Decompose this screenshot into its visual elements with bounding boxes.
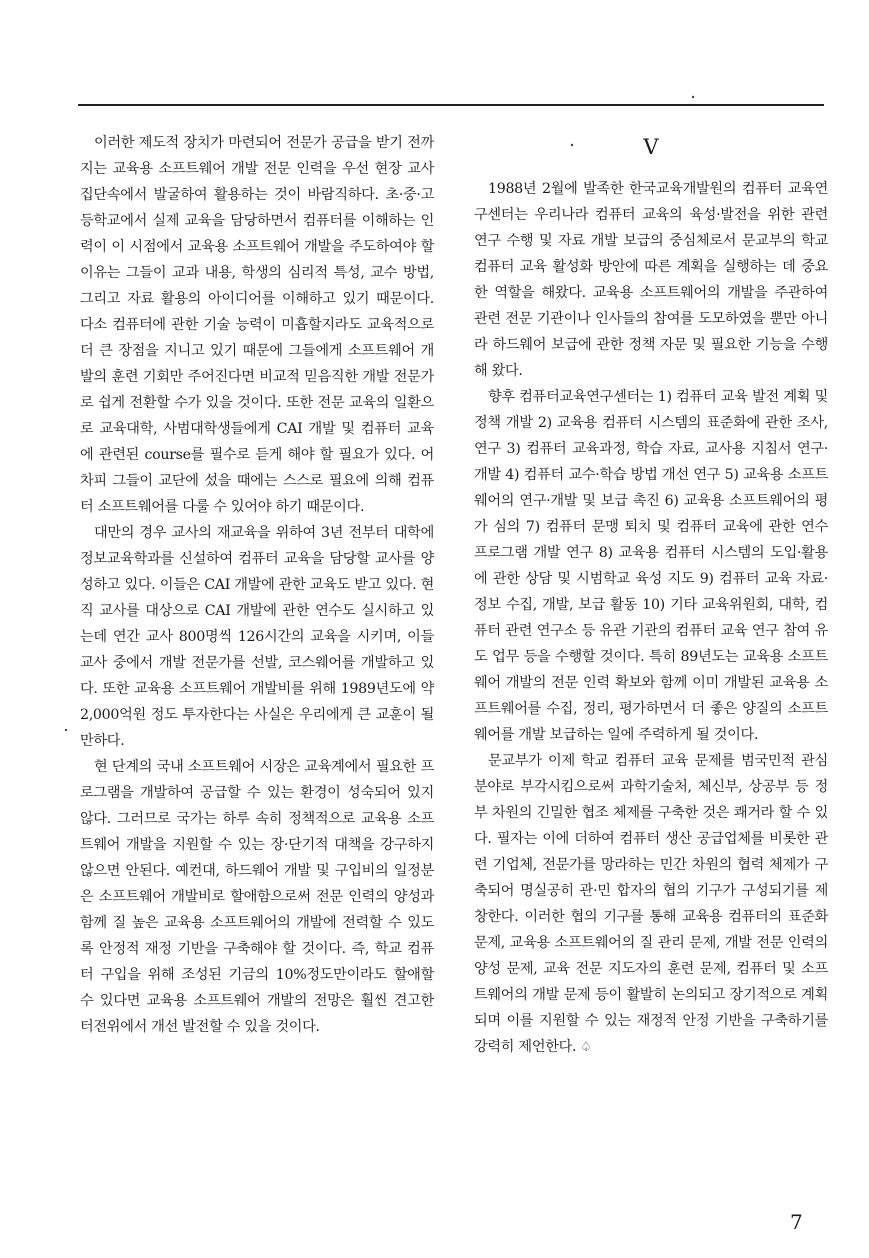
paragraph-future-plans: 향후 컴퓨터교육연구센터는 1) 컴퓨터 교육 발전 계획 및 정책 개발 2) 교육용 컴퓨터 시스템의 표준화에 관한 조사, 연구 3) 컴퓨터 교육과정, 학습 자료, 교사용 지침서 연구·개발 4) 컴퓨터 교수·학습 방법 개선 연구 5) 교육용 소프트웨어의 연구·개발 및 보급 촉진 6) 교육용 소프트웨어의 평가 심의 7) 컴퓨터 문맹 퇴치 및 컴퓨터 교육에 관한 연수 프로그램 개발 연구 8) 교육용 컴퓨터 시스템의 도입·활용에 관한 상담 및 시범학교 육성 지도 9) 컴퓨터 교육 자료·정보 수집, 개발, 보급 활동 10) 기타 교육위원회, 대학, 컴퓨터 관련 연구소 등 유관 기관의 컴퓨터 교육 연구 참여 유도 업무 등을 수행할 것이다. 특히 89년도는 교육용 소프트웨어 개발의 전문 인력 확보와 함께 이미 개발된 교육용 소프트웨어를 수집, 정리, 평가하면서 더 좋은 양질의 소프트웨어를 개발 보급하는 일에 주력하게 될 것이다.: [474, 389, 828, 743]
section-heading: V: [643, 135, 659, 159]
page-number: 7: [790, 1210, 803, 1234]
end-mark-icon: ♤: [580, 1040, 592, 1055]
paragraph-proposal-text: 문교부가 이제 학교 컴퓨터 교육 문제를 범국민적 관심 분야로 부각시킴으로써 과학기술처, 체신부, 상공부 등 정부 차원의 긴밀한 협조 체제를 구축한 것은 쾌거라 할 수 있다. 필자는 이에 더하여 컴퓨터 생산 공급업체를 비롯한 관련 기업체, 전문가를 망라하는 민간 차원의 협력 체제가 구축되어 명실공히 관·민 합자의 협의 기구가 구성되기를 제창한다. 이러한 협의 기구를 통해 교육용 컴퓨터의 표준화 문제, 교육용 소프트웨어의 질 관리 문제, 개발 전문 인력의 양성 문제, 교육 전문 지도자의 훈련 문제, 컴퓨터 및 소프트웨어의 개발 문제 등이 활발히 논의되고 장기적으로 계획되며 이를 지원할 수 있는 재정적 안정 기반을 구축하기를 강력히 제언한다.: [474, 753, 828, 1055]
paragraph-domestic-market: 현 단계의 국내 소프트웨어 시장은 교육계에서 필요한 프로그램을 개발하여 공급할 수 있는 환경이 성숙되어 있지 않다. 그러므로 국가는 하루 속히 정책적으로 교육용 소프트웨어 개발을 지원할 수 있는 장·단기적 대책을 강구하지 않으면 안된다. 예컨대, 하드웨어 개발 및 구입비의 일정분은 소프트웨어 개발비로 할애함으로써 전문 인력의 양성과 함께 질 높은 교육용 소프트웨어의 개발에 전력할 수 있도록 안정적 재정 기반을 구축해야 할 것이다. 즉, 학교 컴퓨터 구입을 위해 조성된 기금의 10%정도만이라도 할애할 수 있다면 교육용 소프트웨어 개발의 전망은 훨씬 견고한 터전위에서 개선 발전할 수 있을 것이다.: [80, 759, 434, 1035]
paragraph-research-center: 1988년 2월에 발족한 한국교육개발원의 컴퓨터 교육연구센터는 우리나라 컴퓨터 교육의 육성·발전을 위한 관련 연구 수행 및 자료 개발 보급의 중심체로서 문교부의 학교 컴퓨터 교육 활성화 방안에 따른 계획을 실행하는 데 중요한 역할을 해왔다. 교육용 소프트웨어의 개발을 주관하여 관련 전문 기관이나 인사들의 참여를 도모하였을 뿐만 아니라 하드웨어 보급에 관한 정책 자문 및 필요한 기능을 수행해 왔다.: [474, 181, 828, 379]
right-column: [474, 132, 828, 1061]
left-column: [80, 130, 434, 1040]
paragraph-teacher-experts: 이러한 제도적 장치가 마련되어 전문가 공급을 받기 전까지는 교육용 소프트웨어 개발 전문 인력을 우선 현장 교사 집단속에서 발굴하여 활용하는 것이 바람직하다. 초·중·고등학교에서 실제 교육을 담당하면서 컴퓨터를 이해하는 인력이 이 시점에서 교육용 소프트웨어 개발을 주도하여야 할 이유는 그들이 교과 내용, 학생의 심리적 특성, 교수 방법, 그리고 자료 활용의 아이디어를 이해하고 있기 때문이다. 다소 컴퓨터에 관한 기술 능력이 미흡할지라도 교육적으로 더 큰 장점을 지니고 있기 때문에 그들에게 소프트웨어 개발의 훈련 기회만 주어진다면 비교적 믿음직한 개발 전문가로 쉽게 전환할 수가 있을 것이다. 또한 전문 교육의 일환으로 교육대학, 사범대학생들에게 CAI 개발 및 컴퓨터 교육에 관련된 course를 필수로 듣게 해야 할 필요가 있다. 어차피 그들이 교단에 섰을 때에는 스스로 필요에 의해 컴퓨터 소프트웨어를 다룰 수 있어야 하기 때문이다.: [80, 135, 434, 515]
paragraph-taiwan-case: 대만의 경우 교사의 재교육을 위하여 3년 전부터 대학에 정보교육학과를 신설하여 컴퓨터 교육을 담당할 교사를 양성하고 있다. 이들은 CAI 개발에 관한 교육도 받고 있다. 현직 교사를 대상으로 CAI 개발에 관한 연수도 실시하고 있는데 연간 교사 800명씩 126시간의 교육을 시키며, 이들 교사 중에서 개발 전문가를 선발, 코스웨어를 개발하고 있다. 또한 교육용 소프트웨어 개발비를 위해 1989년도에 약 2,000억원 정도 투자한다는 사실은 우리에게 큰 교훈이 될 만하다.: [80, 525, 434, 749]
paragraph-proposal: [474, 748, 828, 1061]
